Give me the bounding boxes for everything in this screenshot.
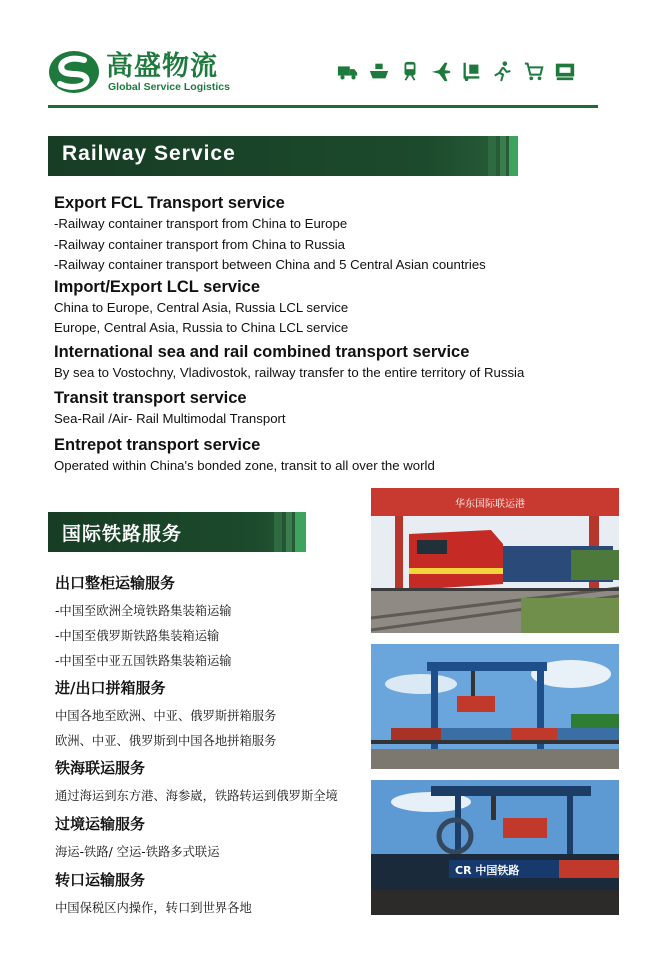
- train-icon: [399, 60, 421, 82]
- service-line: -中国至欧洲全境铁路集装箱运输: [55, 604, 232, 618]
- photo-container-gantry: [371, 644, 619, 769]
- railway-service-banner: [48, 136, 518, 176]
- truck-icon: [337, 60, 359, 82]
- logo-chinese-name: 高盛物流: [106, 51, 218, 82]
- banner-stripe: [274, 512, 282, 552]
- banner-stripe: [488, 136, 496, 176]
- cr-logo-text: CR 中国铁路: [455, 864, 520, 877]
- header-divider: [48, 105, 598, 108]
- service-heading: 铁海联运服务: [55, 759, 146, 777]
- airplane-icon: [430, 60, 452, 82]
- service-line: -中国至中亚五国铁路集装箱运输: [55, 654, 232, 668]
- logo-s-mark-icon: [48, 50, 100, 94]
- courier-icon: [492, 60, 514, 82]
- service-heading: 进/出口拼箱服务: [55, 679, 166, 697]
- service-heading: 过境运输服务: [55, 815, 146, 833]
- company-logo: [48, 50, 248, 96]
- ship-icon: [368, 60, 390, 82]
- service-line: China to Europe, Central Asia, Russia LCL service: [54, 299, 349, 315]
- service-heading: 出口整柜运输服务: [55, 574, 176, 592]
- logo-english-name: Global Service Logistics: [108, 81, 230, 93]
- warehouse-icon: [554, 60, 576, 82]
- photo-cr-train: [371, 780, 619, 915]
- service-heading: Transit transport service: [54, 389, 247, 407]
- banner-stripe: [509, 136, 518, 176]
- english-services: [54, 192, 614, 476]
- service-line: 通过海运到东方港、海参崴，铁路转运到俄罗斯全境: [55, 789, 338, 803]
- gantry-sign-text: 华东国际联运港: [455, 499, 525, 510]
- service-line: 中国各地至欧洲、中亚、俄罗斯拼箱服务: [55, 709, 277, 723]
- service-line: By sea to Vostochny, Vladivostok, railway transfer to the entire territory of Russia: [54, 364, 525, 380]
- service-heading: Entrepot transport service: [54, 435, 261, 454]
- photo-red-locomotive: [371, 488, 619, 633]
- section-title-cn: 国际铁路服务: [62, 524, 183, 545]
- service-line: Sea-Rail /Air- Rail Multimodal Transport: [54, 411, 286, 426]
- chinese-services: [55, 573, 365, 917]
- service-icons: [337, 60, 576, 82]
- service-line: -Railway container transport from China to Russia: [54, 236, 345, 252]
- service-line: 海运-铁路/ 空运-铁路多式联运: [55, 845, 220, 859]
- service-line: -Railway container transport from China to Europe: [54, 216, 348, 231]
- service-heading: 转口运输服务: [55, 871, 146, 889]
- service-line: 欧洲、中亚、俄罗斯到中国各地拼箱服务: [55, 734, 277, 748]
- banner-stripe: [500, 136, 506, 176]
- service-heading: Export FCL Transport service: [54, 194, 285, 212]
- cart-icon: [523, 60, 545, 82]
- service-line: 中国保税区内操作，转口到世界各地: [55, 901, 252, 915]
- service-line: -中国至俄罗斯铁路集装箱运输: [55, 629, 220, 643]
- banner-stripe: [295, 512, 306, 552]
- section-title-en: Railway Service: [62, 142, 236, 165]
- service-heading: International sea and rail combined transport service: [54, 342, 470, 361]
- service-line: Europe, Central Asia, Russia to China LCL service: [54, 320, 349, 335]
- service-heading: Import/Export LCL service: [54, 277, 261, 296]
- international-railway-banner: [48, 512, 306, 552]
- banner-stripe: [286, 512, 292, 552]
- hand-truck-icon: [461, 60, 483, 82]
- service-line: -Railway container transport between China and 5 Central Asian countries: [54, 257, 486, 272]
- service-line: Operated within China's bonded zone, transit to all over the world: [54, 457, 435, 473]
